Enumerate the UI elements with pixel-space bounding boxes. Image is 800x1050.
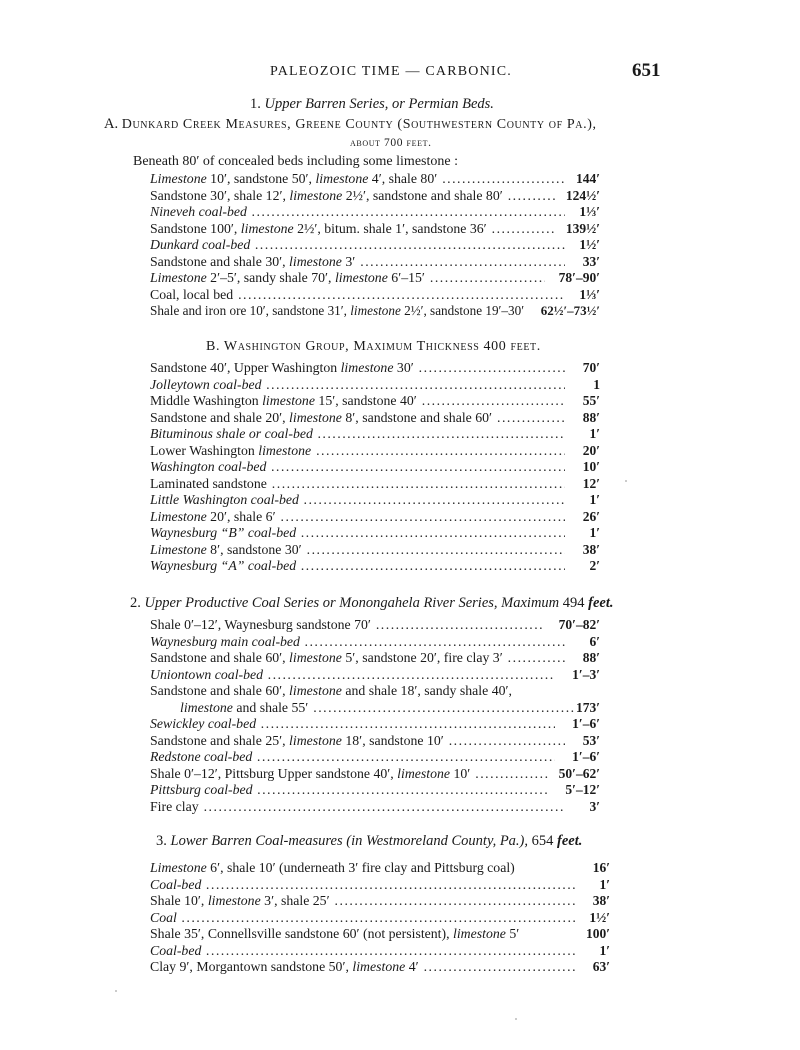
section-3-table — [150, 860, 610, 976]
table-row: Nineveh coal-bed ..... 1⅓′ — [150, 204, 600, 221]
table-row: Limestone 2′–5′, sandy shale 70′, limestone 6′–15′ ..... 78′–90′ — [150, 270, 600, 287]
running-head: PALEOZOIC TIME — CARBONIC. — [270, 64, 512, 79]
table-row: Sandstone and shale 20′, limestone 8′, sandstone and shale 60′ ..... 88′ — [150, 410, 600, 427]
section-a-intro: Beneath 80′ of concealed beds including some limestone : — [133, 154, 458, 169]
section-b-title: B. Washington Group, Maximum Thickness 400 feet. — [206, 339, 541, 354]
paper-speck — [115, 990, 117, 992]
table-row: Shale and iron ore 10′, sandstone 31′, limestone 2½′, sandstone 19′–30′ 62½′–73½′ — [150, 303, 600, 318]
table-row: Lower Washington limestone ..... 20′ — [150, 443, 600, 460]
table-row: Dunkard coal-bed ..... 1½′ — [150, 237, 600, 254]
table-row: Shale 0′–12′, Waynesburg sandstone 70′ ..... 70′–82′ — [150, 617, 600, 634]
table-row: Shale 0′–12′, Pittsburg Upper sandstone 40′, limestone 10′ ..... 50′–62′ — [150, 766, 600, 783]
table-row: Limestone 6′, shale 10′ (underneath 3′ fire clay and Pittsburg coal) 16′ — [150, 860, 610, 875]
page-header — [0, 60, 800, 84]
section-b-table — [150, 360, 600, 575]
table-row: Limestone 8′, sandstone 30′ ..... 38′ — [150, 542, 600, 559]
table-row: Waynesburg “A” coal-bed ..... 2′ — [150, 558, 600, 575]
table-row: Waynesburg main coal-bed ..... 6′ — [150, 634, 600, 651]
table-row: Sandstone 30′, shale 12′, limestone 2½′, sandstone and shale 80′ ..... 124½′ — [150, 188, 600, 205]
section-a-table — [150, 171, 600, 320]
table-row: Coal ..... 1½′ — [150, 910, 610, 927]
table-row: Jolleytown coal-bed ..... 1 — [150, 377, 600, 394]
section-1-title: 1. Upper Barren Series, or Permian Beds. — [250, 96, 494, 112]
table-row: Sandstone and shale 25′, limestone 18′, sandstone 10′ ..... 53′ — [150, 733, 600, 750]
table-row: Shale 35′, Connellsville sandstone 60′ (not persistent), limestone 5′ 100′ — [150, 926, 610, 941]
table-row: Sandstone 100′, limestone 2½′, bitum. shale 1′, sandstone 36′ ..... 139½′ — [150, 221, 600, 238]
page-number: 651 — [632, 60, 661, 81]
table-row: Coal-bed ..... 1′ — [150, 943, 610, 960]
section-2-title: 2. Upper Productive Coal Series or Monongahela River Series, Maximum 494 feet. — [130, 595, 614, 611]
table-row: Coal, local bed ..... 1⅓′ — [150, 287, 600, 304]
table-row: Middle Washington limestone 15′, sandstone 40′ ..... 55′ — [150, 393, 600, 410]
table-row: Shale 10′, limestone 3′, shale 25′ ..... 38′ — [150, 893, 610, 910]
section-a-subtitle: A. Dunkard Creek Measures, Greene County (Southwestern County of Pa.), — [104, 116, 597, 132]
table-row: Sandstone and shale 30′, limestone 3′ ..... 33′ — [150, 254, 600, 271]
table-row: Limestone 20′, shale 6′ ..... 26′ — [150, 509, 600, 526]
table-row: Washington coal-bed ..... 10′ — [150, 459, 600, 476]
paper-speck — [515, 1018, 517, 1020]
section-3-title: 3. Lower Barren Coal-measures (in Westmoreland County, Pa.), 654 feet. — [156, 833, 583, 849]
table-row: Fire clay ..... 3′ — [150, 799, 600, 816]
table-row: Sandstone and shale 60′, limestone 5′, sandstone 20′, fire clay 3′ ..... 88′ — [150, 650, 600, 667]
table-row: Little Washington coal-bed ..... 1′ — [150, 492, 600, 509]
table-row: Uniontown coal-bed ..... 1′–3′ — [150, 667, 600, 684]
paper-speck — [625, 480, 627, 482]
section-2-table — [150, 617, 600, 815]
table-row: Limestone 10′, sandstone 50′, limestone 4′, shale 80′ ..... 144′ — [150, 171, 600, 188]
table-row: Redstone coal-bed ..... 1′–6′ — [150, 749, 600, 766]
section-a-subtitle-line2: about 700 feet. — [350, 137, 432, 149]
table-row: Waynesburg “B” coal-bed ..... 1′ — [150, 525, 600, 542]
table-row: limestone and shale 55′ ..... 173′ — [150, 700, 600, 717]
table-row: Coal-bed ..... 1′ — [150, 877, 610, 894]
section-1-title-text: Upper Barren Series, or Permian Beds. — [264, 96, 494, 112]
table-row: Sandstone and shale 60′, limestone and shale 18′, sandy shale 40′, — [150, 683, 512, 698]
table-row: Sewickley coal-bed ..... 1′–6′ — [150, 716, 600, 733]
table-row: Pittsburg coal-bed ..... 5′–12′ — [150, 782, 600, 799]
table-row: Clay 9′, Morgantown sandstone 50′, limestone 4′ ..... 63′ — [150, 959, 610, 976]
table-row: Laminated sandstone ..... 12′ — [150, 476, 600, 493]
table-row: Bituminous shale or coal-bed ..... 1′ — [150, 426, 600, 443]
table-row: Sandstone 40′, Upper Washington limestone 30′ ..... 70′ — [150, 360, 600, 377]
